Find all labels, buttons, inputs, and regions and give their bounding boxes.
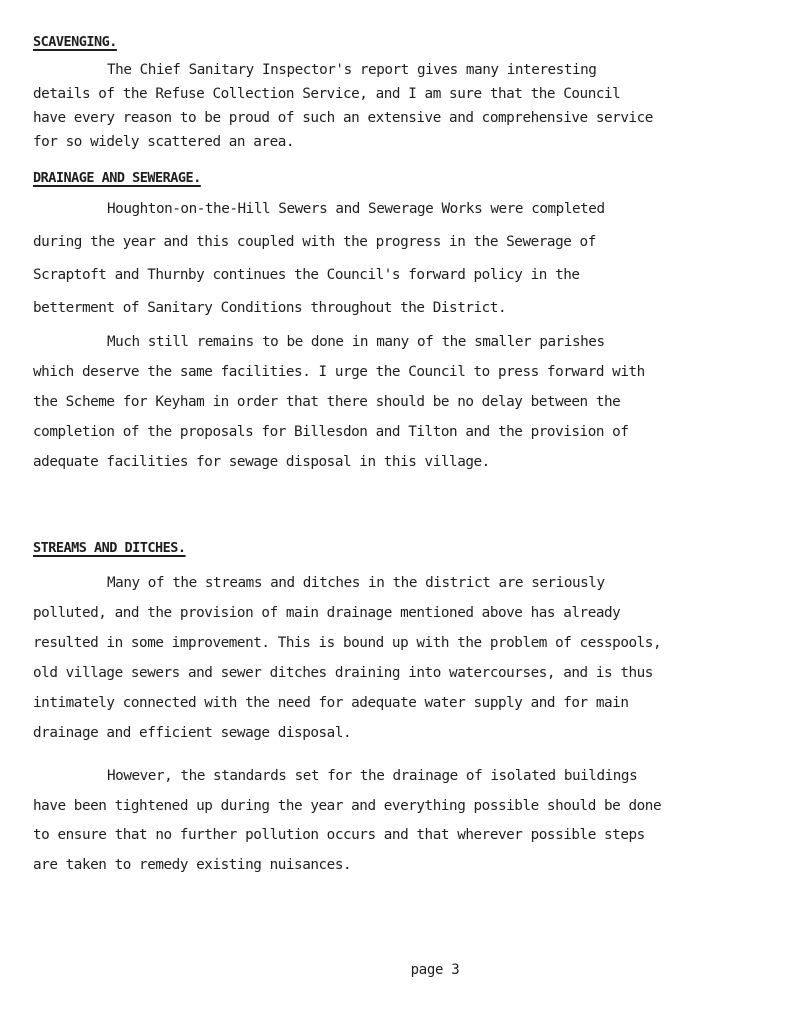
text-line: The Chief Sanitary Inspector's report gives many interesting [107, 62, 597, 78]
section-heading-streams: STREAMS AND DITCHES. [33, 540, 186, 556]
text-line: Much still remains to be done in many of the smaller parishes [107, 334, 605, 350]
text-line: to ensure that no further pollution occurs and that wherever possible steps [33, 827, 645, 843]
drainage-paragraph-2 [33, 327, 778, 477]
text-line: which deserve the same facilities. I urge the Council to press forward with [33, 364, 645, 380]
text-line: resulted in some improvement. This is bound up with the problem of cesspools, [33, 635, 662, 651]
text-line: have been tightened up during the year and everything possible should be done [33, 797, 662, 814]
scavenging-paragraph [33, 58, 778, 154]
text-line: during the year and this coupled with the progress in the Sewerage of [33, 234, 596, 250]
text-line: However, the standards set for the drainage of isolated buildings [107, 768, 638, 784]
text-line: are taken to remedy existing nuisances. [33, 856, 352, 873]
streams-paragraph-2 [33, 762, 778, 880]
text-line: intimately connected with the need for adequate water supply and for main [33, 695, 629, 711]
text-line: Scraptoft and Thurnby continues the Council's forward policy in the [33, 267, 580, 283]
text-line: Houghton-on-the-Hill Sewers and Sewerage Works were completed [107, 201, 605, 217]
text-line: adequate facilities for sewage disposal in this village. [33, 454, 490, 470]
text-line: polluted, and the provision of main drainage mentioned above has already [33, 605, 621, 621]
section-heading-drainage: DRAINAGE AND SEWERAGE. [33, 170, 201, 186]
section-heading-scavenging: SCAVENGING. [33, 34, 117, 50]
text-line: drainage and efficient sewage disposal. [33, 725, 352, 741]
text-line: have every reason to be proud of such an extensive and comprehensive service [33, 110, 653, 126]
text-line: for so widely scattered an area. [33, 134, 295, 150]
text-line: details of the Refuse Collection Service, and I am sure that the Council [33, 86, 621, 102]
text-line: Many of the streams and ditches in the district are seriously [107, 575, 605, 591]
text-line: betterment of Sanitary Conditions throughout the District. [33, 300, 507, 316]
page-number: page 3 [410, 962, 460, 978]
drainage-paragraph-1 [33, 193, 778, 325]
streams-paragraph-1 [33, 568, 778, 748]
text-line: completion of the proposals for Billesdon and Tilton and the provision of [33, 424, 629, 440]
text-line: the Scheme for Keyham in order that there should be no delay between the [33, 394, 621, 410]
text-line: old village sewers and sewer ditches draining into watercourses, and is thus [33, 665, 653, 681]
